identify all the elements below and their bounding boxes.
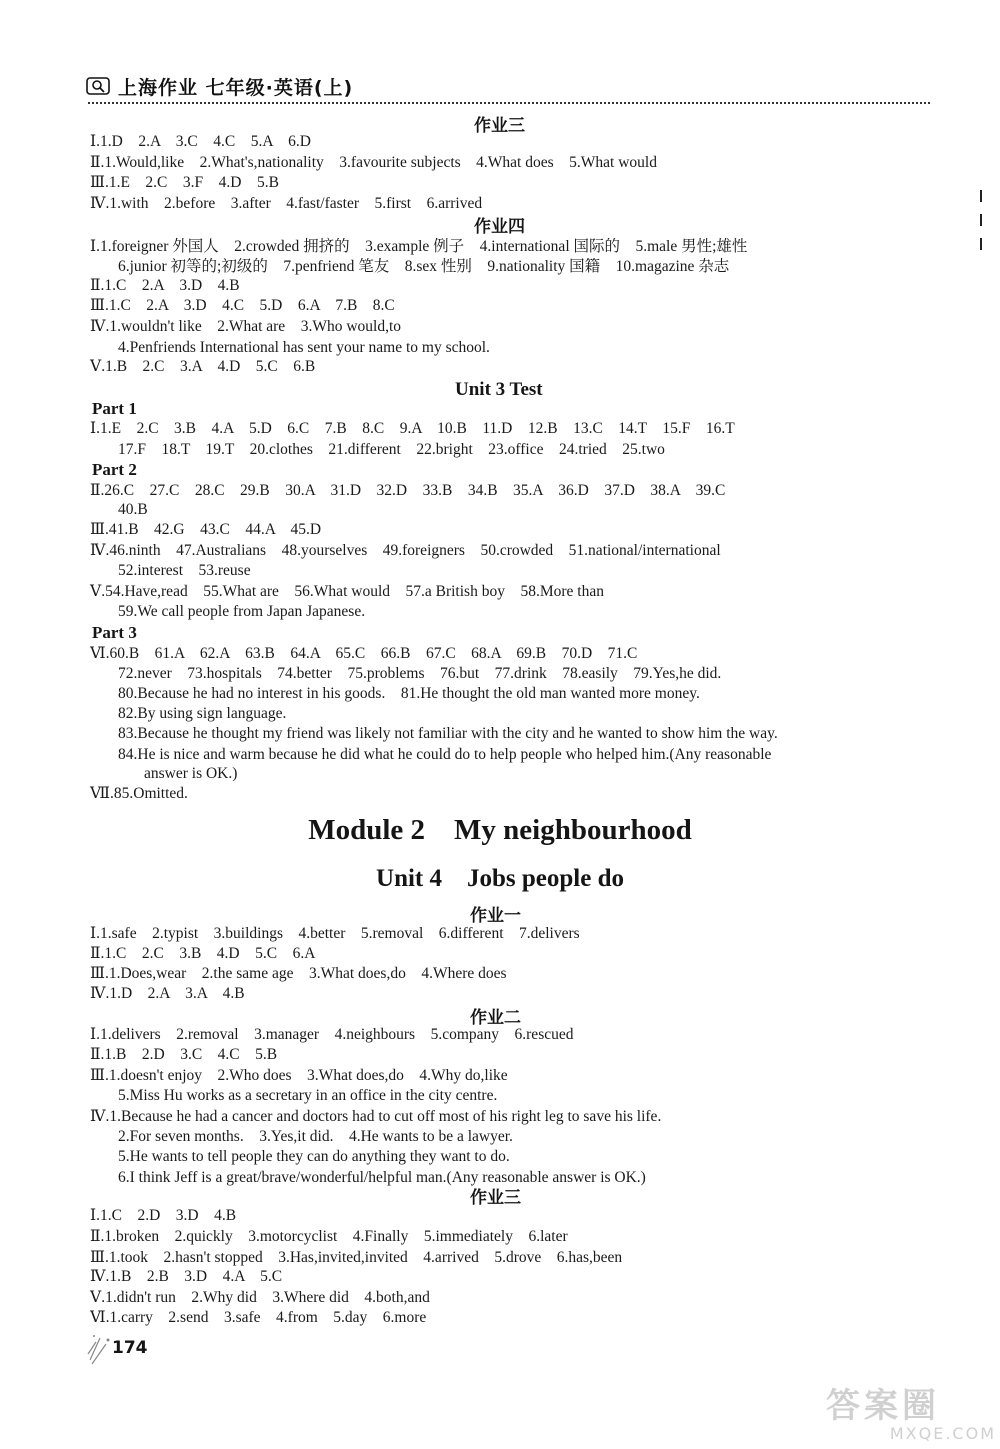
answer-line: 82.By using sign language. [118,705,287,722]
answer-line: Ⅱ.1.C 2.C 3.B 4.D 5.C 6.A [90,945,316,962]
answer-line: Ⅴ.54.Have,read 55.What are 56.What would 57.a British boy 58.More than [90,583,604,600]
page-header [86,72,353,100]
answer-line: Ⅳ.1.B 2.B 3.D 4.A 5.C [90,1268,283,1285]
answer-line: Ⅲ.1.doesn't enjoy 2.Who does 3.What does,do 4.Why do,like [90,1067,508,1084]
section-heading: 作业二 [470,1008,521,1028]
answer-line: 17.F 18.T 19.T 20.clothes 21.different 22.bright 23.office 24.tried 25.two [118,441,665,458]
answer-line: Ⅰ.1.foreigner 外国人 2.crowded 拥挤的 3.example 例子 4.international 国际的 5.male 男性;雄性 [90,238,748,255]
answer-line: 2.For seven months. 3.Yes,it did. 4.He wants to be a lawyer. [118,1128,513,1145]
watermark-url: MXQE.COM [889,1424,996,1443]
answer-line: 72.never 73.hospitals 74.better 75.problems 76.but 77.drink 78.easily 79.Yes,he did. [118,665,722,682]
answer-line: 6.junior 初等的;初级的 7.penfriend 笔友 8.sex 性别 9.nationality 国籍 10.magazine 杂志 [118,258,730,275]
module-title: Module 2 My neighbourhood [308,814,692,846]
answer-line: 52.interest 53.reuse [118,562,251,579]
answer-line: Ⅵ.1.carry 2.send 3.safe 4.from 5.day 6.more [90,1309,427,1326]
answer-line: Ⅰ.1.safe 2.typist 3.buildings 4.better 5.removal 6.different 7.delivers [90,925,580,942]
answer-line: Ⅵ.60.B 61.A 62.A 63.B 64.A 65.C 66.B 67.C 68.A 69.B 70.D 71.C [90,645,638,662]
answer-line: 6.I think Jeff is a great/brave/wonderful/helpful man.(Any reasonable answer is OK.) [118,1169,646,1186]
margin-marks [980,190,982,262]
answer-line: 4.Penfriends International has sent your name to my school. [118,339,490,356]
answer-line: Ⅱ.1.Would,like 2.What's,nationality 3.favourite subjects 4.What does 5.What would [90,154,657,171]
answer-line: Ⅳ.1.wouldn't like 2.What are 3.Who would,to [90,318,401,335]
part-heading: Part 2 [92,460,137,479]
section-heading: 作业一 [470,906,521,926]
answer-line: Ⅰ.1.D 2.A 3.C 4.C 5.A 6.D [90,133,311,150]
answer-line: Ⅰ.1.delivers 2.removal 3.manager 4.neighbours 5.company 6.rescued [90,1026,574,1043]
answer-line: Ⅰ.1.E 2.C 3.B 4.A 5.D 6.C 7.B 8.C 9.A 10.B 11.D 12.B 13.C 14.T 15.F 16.T [90,420,735,437]
answer-line: Ⅲ.1.Does,wear 2.the same age 3.What does,do 4.Where does [90,965,507,982]
magnifier-book-icon [86,76,110,96]
section-heading: 作业三 [470,1188,521,1208]
answer-line: Ⅲ.1.C 2.A 3.D 4.C 5.D 6.A 7.B 8.C [90,297,395,314]
page-number: 174 [112,1338,148,1358]
answer-line: Ⅲ.1.took 2.hasn't stopped 3.Has,invited,invited 4.arrived 5.drove 6.has,been [90,1249,623,1266]
answer-line: Ⅱ.1.C 2.A 3.D 4.B [90,277,240,294]
watermark-logo: 答案圈 [826,1386,940,1426]
answer-line: Ⅶ.85.Omitted. [90,785,188,802]
answer-line: answer is OK.) [144,765,238,782]
header-dotted-rule [88,102,930,104]
answer-line: Ⅳ.1.D 2.A 3.A 4.B [90,985,245,1002]
answer-line: Ⅲ.41.B 42.G 43.C 44.A 45.D [90,521,322,538]
answer-line: Ⅲ.1.E 2.C 3.F 4.D 5.B [90,174,279,191]
answer-line: 80.Because he had no interest in his goods. 81.He thought the old man wanted more money. [118,685,700,702]
answer-line: Ⅳ.46.ninth 47.Australians 48.yourselves 49.foreigners 50.crowded 51.national/international [90,542,721,559]
answer-line: Ⅴ.1.B 2.C 3.A 4.D 5.C 6.B [90,358,316,375]
section-heading: 作业三 [474,116,525,136]
answer-line: 5.Miss Hu works as a secretary in an office in the city centre. [118,1087,498,1104]
answer-line: Ⅴ.1.didn't run 2.Why did 3.Where did 4.both,and [90,1289,430,1306]
section-heading: 作业四 [474,217,525,237]
part-heading: Part 1 [92,399,137,418]
site-watermark [826,1388,996,1444]
part-heading: Part 3 [92,623,137,642]
answer-line: Ⅱ.26.C 27.C 28.C 29.B 30.A 31.D 32.D 33.B 34.B 35.A 36.D 37.D 38.A 39.C [90,482,726,499]
answer-line: Ⅳ.1.with 2.before 3.after 4.fast/faster 5.first 6.arrived [90,195,483,212]
answer-line: Ⅰ.1.C 2.D 3.D 4.B [90,1207,237,1224]
book-title: 上海作业 七年级·英语(上) [118,76,354,99]
answer-line: 84.He is nice and warm because he did what he could do to help people who helped him.(Any reasonable [118,746,772,763]
answer-line: Ⅱ.1.B 2.D 3.C 4.C 5.B [90,1046,278,1063]
answer-line: 83.Because he thought my friend was likely not familiar with the city and he wanted to show him the way. [118,725,778,742]
answer-line: 40.B [118,501,148,518]
answer-line: 5.He wants to tell people they can do anything they want to do. [118,1148,510,1165]
answer-line: Ⅳ.1.Because he had a cancer and doctors had to cut off most of his right leg to save his life. [90,1108,662,1125]
answer-line: 59.We call people from Japan Japanese. [118,603,366,620]
answer-line: Ⅱ.1.broken 2.quickly 3.motorcyclist 4.Finally 5.immediately 6.later [90,1228,568,1245]
unit-title: Unit 4 Jobs people do [376,865,624,892]
section-heading: Unit 3 Test [455,379,543,400]
